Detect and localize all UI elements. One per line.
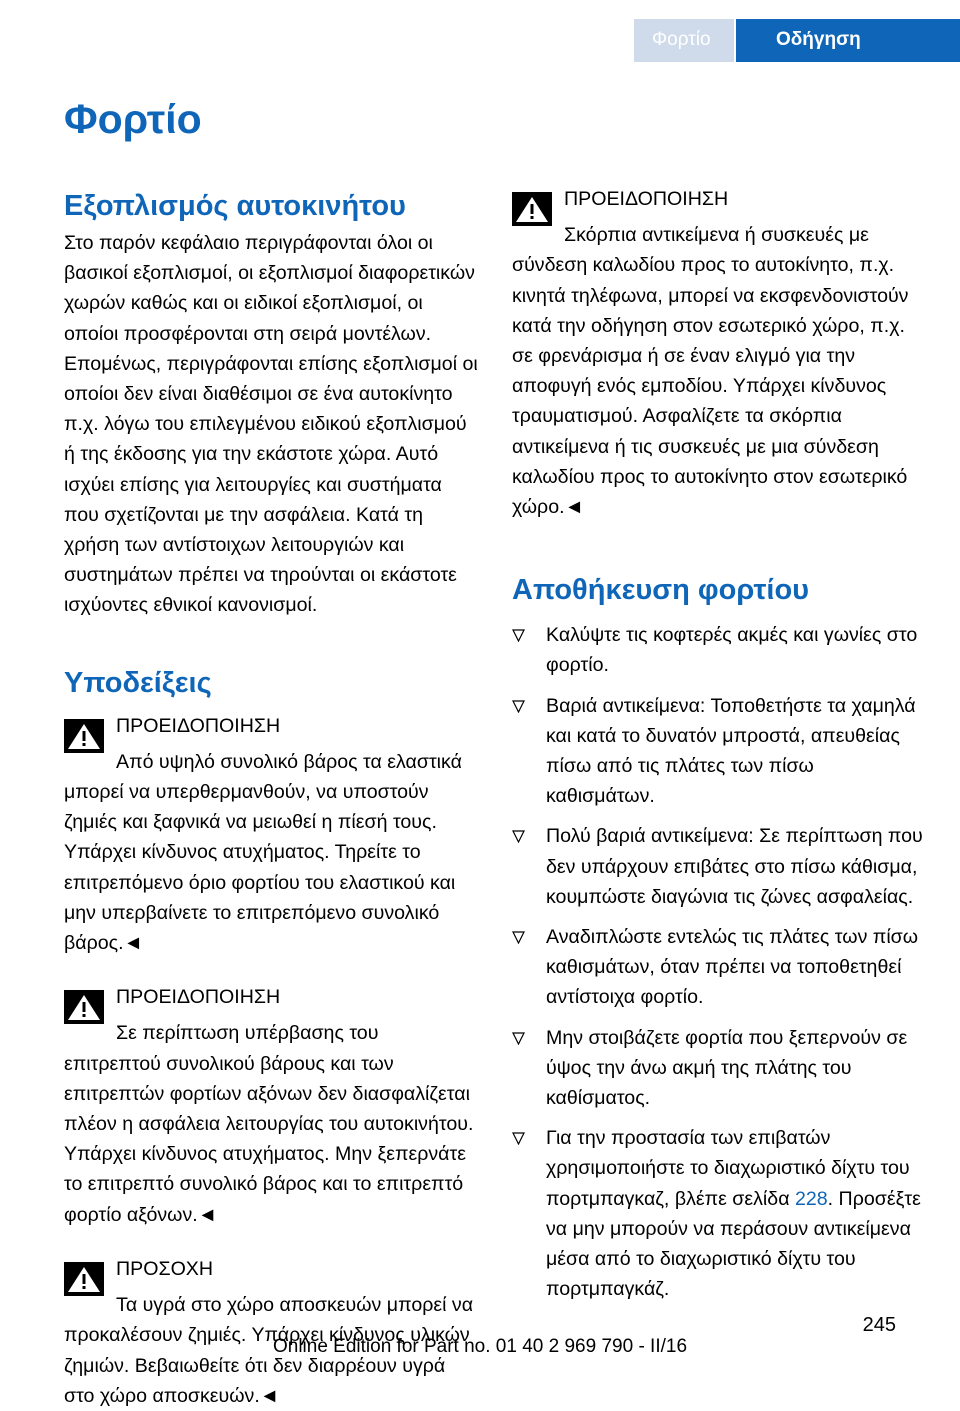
warning-note-2 (64, 982, 480, 1230)
tab-odigisi[interactable] (736, 19, 960, 62)
warning-title: ΠΡΟΕΙΔΟΠΟΙΗΣΗ (116, 986, 281, 1009)
equipment-paragraph: Στο παρόν κεφάλαιο περιγράφονται όλοι οι βασικοί εξοπλισμοί, οι εξοπλισμοί διαφορετικών χωρών καθώς και οι ειδικοί εξοπλισμοί, οι οποίοι προσφέρονται στη σειρά μοντέλων. Επομένως, περιγράφονται επίσης εξοπλισμοί οι οποίοι δεν είναι διαθέσιμοι σε ένα αυτοκίνητο π.χ. λόγω του επιλεγμένου ειδικού εξοπλισμού ή της έκδοσης για την εκάστοτε χώρα. Αυτό ισχύει επίσης για λειτουργίες και συστήματα που σχετίζονται με την ασφάλεια. Κατά τη χρήση των αντίστοιχων λειτουργιών και συστημάτων πρέπει να τηρούνται οι εκάστοτε ισχύοντες εθνικοί κανονισμοί. (64, 232, 478, 617)
page-title: Φορτίο (64, 96, 202, 142)
triangle-bullet-icon (512, 629, 525, 642)
list-item (512, 620, 924, 680)
section-heading-equipment: Εξοπλισμός αυτοκινήτου (64, 190, 406, 222)
warning-text: Σκόρπια αντικείμενα ή συσκευές με σύνδεση καλωδίου προς το αυτοκίνητο, π.χ. κινητά τηλέφωνα, μπορεί να εκσφενδονιστούν κατά την οδήγηση στον εσωτερικό χώρο, π.χ. σε φρενάρισμα ή σε έναν ελιγμό για την αποφυγή ενός εμποδίου. Υπάρχει κίνδυνος τραυματισμού. Ασφαλίζετε τα σκόρπια αντικείμενα ή τις συσκευές με μια σύνδεση καλωδίου προς το αυτοκίνητο στον εσωτερικό χώρο.◄ (512, 224, 909, 519)
triangle-bullet-icon (512, 830, 525, 843)
list-item (512, 1123, 924, 1304)
list-item (512, 691, 924, 812)
triangle-bullet-icon (512, 700, 525, 713)
triangle-bullet-icon (512, 1032, 525, 1045)
triangle-bullet-icon (512, 1132, 525, 1145)
header-bar (0, 19, 960, 62)
warning-title: ΠΡΟΕΙΔΟΠΟΙΗΣΗ (564, 188, 729, 210)
tab-fortio-label: Φορτίο (652, 29, 711, 50)
list-item-text-after: . Προσέξτε να μην μπορούν να περάσουν αντικείμενα μέσα από το διαχωριστικό δίχτυ του πορτμπαγκάζ. (546, 1187, 921, 1301)
page-link[interactable]: 228 (794, 1187, 828, 1210)
list-item-text: Βαριά αντικείμενα: Τοποθετήστε τα χαμηλά και κατά το δυνατόν μπροστά, απευθείας πίσω από τις πλάτες των πίσω καθισμάτων. (546, 694, 916, 808)
list-item-text: Καλύψτε τις κοφτερές ακμές και γωνίες στο φορτίο. (546, 624, 918, 677)
warning-title: ΠΡΟΕΙΔΟΠΟΙΗΣΗ (116, 714, 281, 737)
caution-text: Τα υγρά στο χώρο αποσκευών μπορεί να προκαλέσουν ζημιές. Υπάρχει κίνδυνος υλικών ζημιών. Βεβαιωθείτε ότι δεν διαρρέουν υγρά στο χώρο αποσκευών.◄ (64, 1294, 474, 1407)
warning-note-1 (64, 711, 480, 959)
warning-triangle-icon (64, 990, 104, 1024)
list-item-text-before: Για την προστασία των επιβατών χρησιμοποιήστε το διαχωριστικό δίχτυ του πορτμπαγκαζ, βλέπε σελίδα (546, 1127, 910, 1210)
warning-text: Από υψηλό συνολικό βάρος τα ελαστικά μπορεί να υπερθερμανθούν, να υποστούν ζημιές και ξαφνικά να μειωθεί η πίεσή τους. Υπάρχει κίνδυνος ατυχήματος. Τηρείτε το επιτρεπόμενο όριο φορτίου του ελαστικού και μην υπερβαίνετε το επιτρεπόμενο συνολικό βάρος.◄ (64, 750, 462, 955)
triangle-bullet-icon (512, 931, 525, 944)
tab-fortio[interactable] (634, 19, 734, 62)
footer-edition: Online Edition for Part no. 01 40 2 969 790 - II/16 (272, 1336, 688, 1357)
warning-note-3 (512, 184, 924, 522)
list-item-text: Αναδιπλώστε εντελώς τις πλάτες των πίσω καθισμάτων, όταν πρέπει να τοποθετηθεί αντίστοιχα φορτίο. (546, 926, 919, 1009)
left-column (64, 188, 480, 1411)
caution-triangle-icon (64, 1262, 104, 1296)
list-item-text: Πολύ βαριά αντικείμενα: Σε περίπτωση που δεν υπάρχουν επιβάτες στο πίσω κάθισμα, κουμπώστε διαγώνια τις ζώνες ασφαλείας. (546, 825, 923, 908)
list-item (512, 922, 924, 1013)
caution-title: ΠΡΟΣΟΧΗ (116, 1257, 214, 1280)
storage-list (512, 620, 924, 1304)
warning-triangle-icon (64, 719, 104, 753)
caution-note (64, 1254, 480, 1411)
list-item (512, 1023, 924, 1114)
warning-triangle-icon (512, 192, 552, 226)
right-column (512, 188, 924, 1315)
list-item-text: Μην στοιβάζετε φορτία που ξεπερνούν σε ύψος την άνω ακμή της πλάτης του καθίσματος. (546, 1026, 908, 1110)
tab-odigisi-label: Οδήγηση (776, 29, 861, 50)
list-item (512, 821, 924, 912)
warning-text: Σε περίπτωση υπέρβασης του επιτρεπτού συνολικού βάρους και των επιτρεπτών φορτίων αξόνων δεν διασφαλίζεται πλέον η ασφάλεια λειτουργίας του αυτοκινήτου. Υπάρχει κίνδυνος ατυχήματος. Μην ξεπερνάτε το επιτρεπτό συνολικό βάρος και το επιτρεπτό φορτίο αξόνων.◄ (64, 1022, 474, 1226)
page-number: 245 (862, 1314, 896, 1336)
section-heading-notes: Υποδείξεις (64, 666, 212, 699)
section-heading-storage: Αποθήκευση φορτίου (512, 574, 810, 607)
